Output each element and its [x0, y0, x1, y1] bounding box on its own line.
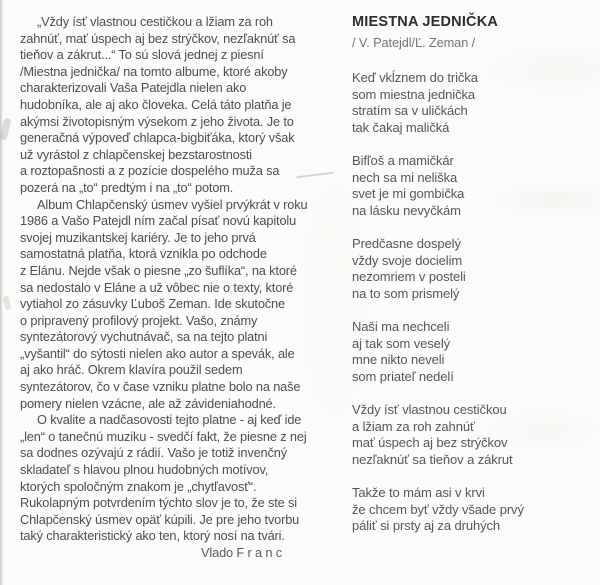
text-line: „vyšantil“ do sýtosti nielen ako autor a spevák, ale: [20, 345, 295, 361]
lyric-line: na lásku nevyčkám: [352, 202, 461, 218]
paragraph: [20, 412, 338, 545]
text-line: pozerá na „to“ predtým i na „to“ potom.: [20, 179, 234, 195]
lyrics-column: [352, 14, 594, 535]
paragraph: [20, 197, 338, 413]
lyric-line: Vždy ísť vlastnou cestičkou: [352, 402, 507, 417]
text-line: sa dodnes ozývajú z rádií. Vašo je totiž invenčný: [20, 445, 287, 461]
lyric-line: som miestna jednička: [352, 86, 475, 102]
lyric-line: páliť si prsty aj za druhých: [352, 518, 501, 533]
text-line: Chlapčenský úsmev opäť kúpili. Je pre jeho tvorbu: [20, 511, 300, 527]
text-line: sa nedostalo v Eláne a už vôbec nie o texty, ktoré: [20, 279, 294, 295]
album-notes-text: [20, 14, 338, 545]
text-line: skladateľ s hlavou plnou hudobných motívov,: [20, 462, 269, 478]
text-line: o pripravený profilový projekt. Vašo, známy: [20, 312, 258, 328]
lyric-line: svet je mi gombička: [352, 186, 465, 201]
lyric-stanza: [352, 153, 594, 219]
lyric-line: stratím sa v uličkách: [352, 103, 468, 118]
text-line: „len“ o tanečnú muziku - svedčí fakt, že piesne z nej: [20, 428, 307, 444]
text-line: Album Chlapčenský úsmev vyšiel prvýkrát v roku: [37, 196, 308, 212]
lyric-line: Predčasne dospelý: [352, 236, 461, 251]
text-line: aj ako hráč. Okrem klavíra použil sedem: [20, 362, 243, 378]
text-line: Rukolapným potvrdením týchto slov je to, že ste si: [20, 495, 297, 511]
scan-edge-shadow: [0, 0, 4, 585]
lyric-line: že chcem byť vždy všade prvý: [352, 501, 524, 517]
text-line: svojej muzikantskej kariéry. Je to jeho prvá: [20, 229, 256, 245]
text-line: O kvalite a nadčasovosti tejto platne - aj keď ide: [37, 412, 302, 428]
lyric-line: vždy svoje docielim: [352, 252, 463, 268]
lyric-line: mať úspech aj bez strýčkov: [352, 435, 508, 450]
text-line: a roztopašnosti a z pozície dospelého muža sa: [20, 163, 280, 179]
text-line: /Miestna jednička/ na tomto albume, ktoré akoby: [20, 63, 288, 79]
text-line: samostatná platňa, ktorá vznikla po odchode: [20, 246, 267, 262]
text-line: taký charakteristický ako ten, ktorý nosí na tvári.: [20, 528, 285, 544]
lyric-line: aj tak som veselý: [352, 335, 451, 351]
lyric-stanza: [352, 485, 594, 535]
lyric-stanza: [352, 70, 594, 136]
lyric-line: nech sa mi neliška: [352, 169, 458, 185]
lyric-line: na to som prismelý: [352, 285, 460, 301]
text-line: ktorých spoločným znakom je „chytľavosť“.: [20, 478, 257, 494]
text-line: syntezátorov, čo v čase vzniku platne bolo na naše: [20, 379, 301, 395]
text-line: syntezátorový vychutnávač, sa na tejto platni: [20, 329, 268, 345]
text-line: generačná výpoveď chlapca-bigbiťáka, ktorý však: [20, 130, 295, 146]
text-line: charakterizovali Vaša Patejdla nielen ako: [20, 80, 247, 96]
song-title: MIESTNA JEDNIČKA: [352, 14, 499, 30]
paragraph: [20, 14, 338, 197]
lyric-line: som priateľ nedelí: [352, 368, 454, 384]
lyric-line: Bifľoš a mamičkár: [352, 153, 454, 168]
song-lyrics: [352, 70, 594, 535]
lyric-line: Naši ma nechceli: [352, 319, 450, 334]
text-line: „Vždy ísť vlastnou cestičkou a lžiam za roh: [37, 14, 273, 29]
text-line: 1986 a Vašo Patejdl ním začal písať novú kapitolu: [20, 213, 297, 229]
text-line: už vyrástol z chlapčenskej bezstarostnosti: [20, 146, 252, 162]
text-line: pomery nielen vzácne, ale až závideniahodné.: [20, 395, 276, 411]
text-line: zahnúť, mať úspech aj bez strýčkov, nezľaknúť sa: [20, 30, 296, 46]
album-notes-column: [20, 14, 338, 562]
lyric-stanza: [352, 319, 594, 385]
lyric-stanza: [352, 402, 594, 468]
lyric-line: Keď vkĺznem do trička: [352, 70, 478, 85]
text-line: hudobníka, ale aj ako človeka. Celá táto platňa je: [20, 96, 292, 112]
song-credits: / V. Patejdl/Ľ. Zeman /: [352, 35, 476, 50]
lyric-line: nezomriem v posteli: [352, 269, 466, 284]
text-line: tieňov a zákrut...“ To sú slová jednej z piesní: [20, 47, 264, 63]
text-line: vytiahol zo zásuvky Ľuboš Zeman. Ide skutočne: [20, 296, 285, 312]
author-signature: Vlado F r a n c: [201, 545, 282, 560]
text-line: akýmsi životopisným výsekom z jeho života. Je to: [20, 113, 294, 129]
lyric-line: a lžiam za roh zahnúť: [352, 418, 475, 434]
lyric-line: nezľaknúť sa tieňov a zákrut: [352, 451, 513, 467]
lyric-stanza: [352, 236, 594, 302]
scan-scratch-mark: [3, 296, 11, 311]
lyric-line: tak čakaj maličká: [352, 119, 450, 135]
lyric-line: mne nikto neveli: [352, 352, 445, 367]
lyric-line: Takže to mám asi v krvi: [352, 485, 485, 500]
text-line: z Elánu. Nejde však o piesne „zo šuflíka“, na ktoré: [20, 262, 297, 278]
